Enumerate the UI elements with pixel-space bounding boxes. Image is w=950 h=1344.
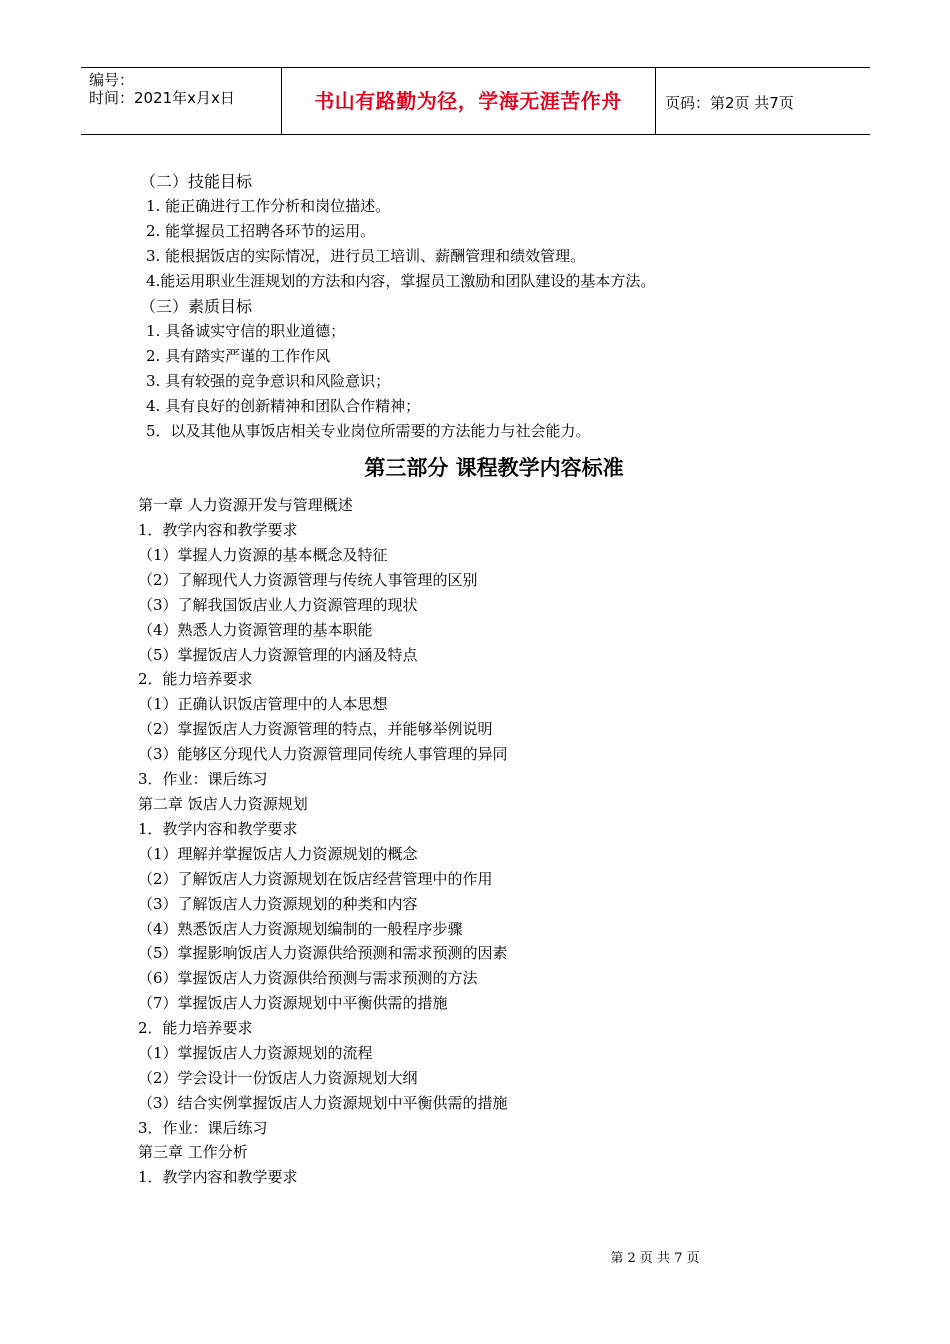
list-item: 2. 能掌握员工招聘各环节的运用。 <box>146 222 376 240</box>
body-line: 2．能力培养要求 <box>138 1019 253 1037</box>
list-item: 1. 能正确进行工作分析和岗位描述。 <box>146 197 391 215</box>
document-time-label: 时间：2021年x月x日 <box>89 89 235 107</box>
body-line: （3）了解饭店人力资源规划的种类和内容 <box>138 895 418 913</box>
body-line: （3）结合实例掌握饭店人力资源规划中平衡供需的措施 <box>138 1094 508 1112</box>
body-line: （1）理解并掌握饭店人力资源规划的概念 <box>138 845 418 863</box>
body-line: （4）熟悉人力资源管理的基本职能 <box>138 621 373 639</box>
body-line: 3．作业：课后练习 <box>138 1119 268 1137</box>
body-line: （4）熟悉饭店人力资源规划编制的一般程序步骤 <box>138 920 463 938</box>
chapter-heading: 第三章 工作分析 <box>138 1143 248 1161</box>
chapter-heading: 第一章 人力资源开发与管理概述 <box>138 496 353 514</box>
list-item: 1. 具备诚实守信的职业道德； <box>146 322 346 340</box>
body-line: （1）掌握饭店人力资源规划的流程 <box>138 1044 373 1062</box>
body-line: （2）了解现代人力资源管理与传统人事管理的区别 <box>138 571 478 589</box>
body-line: 3．作业：课后练习 <box>138 770 268 788</box>
document-number-label: 编号： <box>89 71 135 89</box>
list-item: 3. 能根据饭店的实际情况，进行员工培训、薪酬管理和绩效管理。 <box>146 247 586 265</box>
body-line: （2）学会设计一份饭店人力资源规划大纲 <box>138 1069 418 1087</box>
body-line: （1）正确认识饭店管理中的人本思想 <box>138 695 388 713</box>
header-motto: 书山有路勤为径，学海无涯苦作舟 <box>314 89 622 113</box>
body-line: （7）掌握饭店人力资源规划中平衡供需的措施 <box>138 994 448 1012</box>
body-line: （5）掌握饭店人力资源管理的内涵及特点 <box>138 646 418 664</box>
body-line: 1．教学内容和教学要求 <box>138 1168 298 1186</box>
page-header <box>81 67 870 135</box>
body-line: 2．能力培养要求 <box>138 670 253 688</box>
header-page-info: 页码：第2页 共7页 <box>665 94 794 112</box>
body-line: （3）能够区分现代人力资源管理同传统人事管理的异同 <box>138 745 508 763</box>
page-footer: 第 2 页 共 7 页 <box>610 1251 700 1266</box>
list-item: 2. 具有踏实严谨的工作作风 <box>146 347 331 365</box>
body-line: （3）了解我国饭店业人力资源管理的现状 <box>138 596 418 614</box>
section-heading-skills: （二）技能目标 <box>140 172 253 191</box>
body-line: （5）掌握影响饭店人力资源供给预测和需求预测的因素 <box>138 944 508 962</box>
section-heading-quality: （三）素质目标 <box>140 297 253 316</box>
list-item: 3. 具有较强的竞争意识和风险意识； <box>146 372 391 390</box>
header-meta <box>81 68 281 134</box>
body-line: （2）了解饭店人力资源规划在饭店经营管理中的作用 <box>138 870 493 888</box>
body-line: 1．教学内容和教学要求 <box>138 820 298 838</box>
chapter-heading: 第二章 饭店人力资源规划 <box>138 795 308 813</box>
part-title: 第三部分 课程教学内容标准 <box>364 456 624 480</box>
list-item: 4. 具有良好的创新精神和团队合作精神； <box>146 397 421 415</box>
body-line: （2）掌握饭店人力资源管理的特点，并能够举例说明 <box>138 720 493 738</box>
list-item: 5．以及其他从事饭店相关专业岗位所需要的方法能力与社会能力。 <box>146 422 591 440</box>
body-line: （1）掌握人力资源的基本概念及特征 <box>138 546 388 564</box>
body-line: （6）掌握饭店人力资源供给预测与需求预测的方法 <box>138 969 478 987</box>
body-line: 1．教学内容和教学要求 <box>138 521 298 539</box>
list-item: 4.能运用职业生涯规划的方法和内容，掌握员工激励和团队建设的基本方法。 <box>146 272 656 290</box>
